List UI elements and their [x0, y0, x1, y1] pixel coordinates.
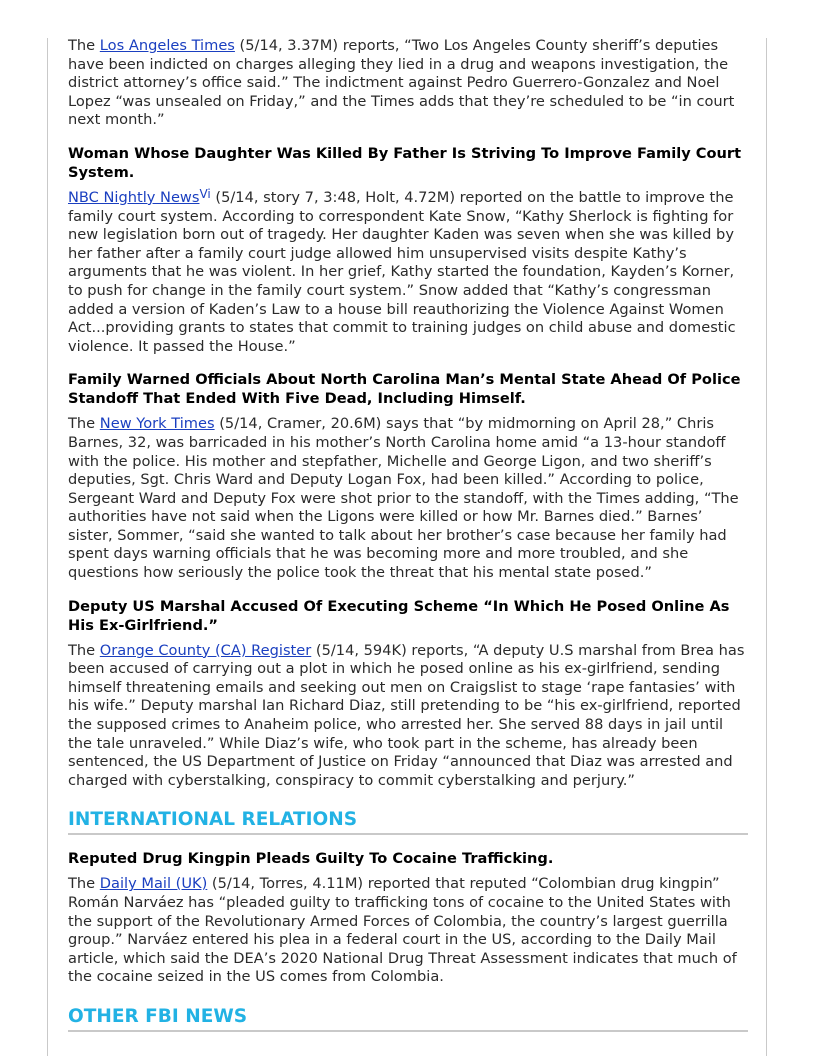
article-body [68, 642, 748, 791]
source-link-new-york-times[interactable]: New York Times [99, 415, 215, 433]
body-text: The [68, 875, 100, 893]
source-link-orange-county-register[interactable]: Orange County (CA) Register [99, 641, 312, 659]
body-text: (5/14, 594K) reports, “A deputy U.S marshal from Brea has been accused of carrying out a plot in which he posed online as his ex-girlfriend, sending himself threatening emails and seeking out men on Craigslist to stage ‘rape fantasies’ with his wife.” Deputy marshal Ian Richard Diaz, still pretending to be “his ex-girlfriend, reported the supposed crimes to Anaheim police, who arrested her. She served 88 days in jail until the tale unraveled.” While Diaz’s wife, who took part in the scheme, has already been sentenced, the US Department of Justice on Friday “announced that Diaz was arrested and charged with cyberstalking, conspiracy to commit cyberstalking and perjury.” [68, 641, 745, 789]
article-family-court [68, 144, 748, 356]
article-headline: Family Warned Officials About North Carolina Man’s Mental State Ahead Of Police Standoff That Ended With Five Dead, Including Himself. [68, 371, 741, 408]
section-heading-other-fbi-news: OTHER FBI NEWS [68, 1005, 748, 1032]
article-body [68, 37, 748, 130]
section-heading-international-relations: INTERNATIONAL RELATIONS [68, 808, 748, 835]
source-link-nbc-nightly-news[interactable]: NBC Nightly News [68, 188, 200, 206]
body-text: (5/14, Torres, 4.11M) reported that reputed “Colombian drug kingpin” Román Narváez has “pleaded guilty to trafficking tons of cocaine to the United States with the support of the Revolutionary Armed Forces of Colombia, the country’s largest guerrilla group.” Narváez entered his plea in a federal court in the US, according to the Daily Mail article, which said the DEA’s 2020 National Drug Threat Assessment indicates that much of the cocaine seized in the US comes from Colombia. [68, 875, 737, 986]
article-nc-standoff [68, 370, 748, 582]
body-text: The [68, 37, 100, 54]
article-la-times [68, 37, 748, 130]
body-text: (5/14, Cramer, 20.6M) says that “by midmorning on April 28,” Chris Barnes, 32, was barricaded in his mother’s North Carolina home amid “a 13-hour standoff with the police. His mother and stepfather, Michelle and George Ligon, and two sheriff’s deputies, Sgt. Chris Ward and Deputy Logan Fox, had been killed.” According to police, Sergeant Ward and Deputy Fox were shot prior to the standoff, with the Times adding, “The authorities have not said when the Ligons were killed or how Mr. Barnes died.” Barnes’ sister, Sommer, “said she wanted to talk about her brother’s case because her family had spent days warning officials that he was becoming more and more troubled, and she questions how seriously the police took the threat that his mental state posed.” [68, 415, 739, 582]
source-link-la-times[interactable]: Los Angeles Times [99, 37, 235, 54]
article-body [68, 186, 748, 356]
body-text: The [68, 641, 100, 659]
body-text: The [68, 415, 100, 433]
article-body [68, 415, 748, 582]
body-text: (5/14, story 7, 3:48, Holt, 4.72M) reported on the battle to improve the family court system. According to correspondent Kate Snow, “Kathy Sherlock is fighting for new legislation born out of tragedy. Her daughter Kaden was seven when she was killed by her father after a family court judge allowed him unsupervised visits despite Kathy’s arguments that he was violent. In her grief, Kathy started the foundation, Kayden’s Korner, to push for change in the family court system.” Snow added that “Kathy’s congressman added a version of Kaden’s Law to a house bill reauthorizing the Violence Against Women Act...providing grants to states that commit to training judges on child abuse and domestic violence. It passed the House.” [68, 188, 736, 355]
article-headline: Woman Whose Daughter Was Killed By Father Is Striving To Improve Family Court System. [68, 144, 742, 181]
article-us-marshal [68, 597, 748, 791]
source-link-daily-mail[interactable]: Daily Mail (UK) [99, 875, 208, 893]
video-icon[interactable]: Vi [199, 186, 211, 201]
newsletter-content [68, 37, 748, 1046]
article-headline: Deputy US Marshal Accused Of Executing Scheme “In Which He Posed Online As His Ex-Girlfriend.” [68, 597, 730, 634]
article-drug-kingpin [68, 849, 748, 987]
article-body [68, 875, 748, 987]
body-text: (5/14, 3.37M) reports, “Two Los Angeles County sheriff’s deputies have been indicted on charges alleging they lied in a drug and weapons investigation, the district attorney’s office said.” The indictment against Pedro Guerrero-Gonzalez and Noel Lopez “was unsealed on Friday,” and the Times adds that they’re scheduled to be “in court next month.” [68, 37, 735, 129]
article-headline: Reputed Drug Kingpin Pleads Guilty To Cocaine Trafficking. [68, 850, 554, 868]
